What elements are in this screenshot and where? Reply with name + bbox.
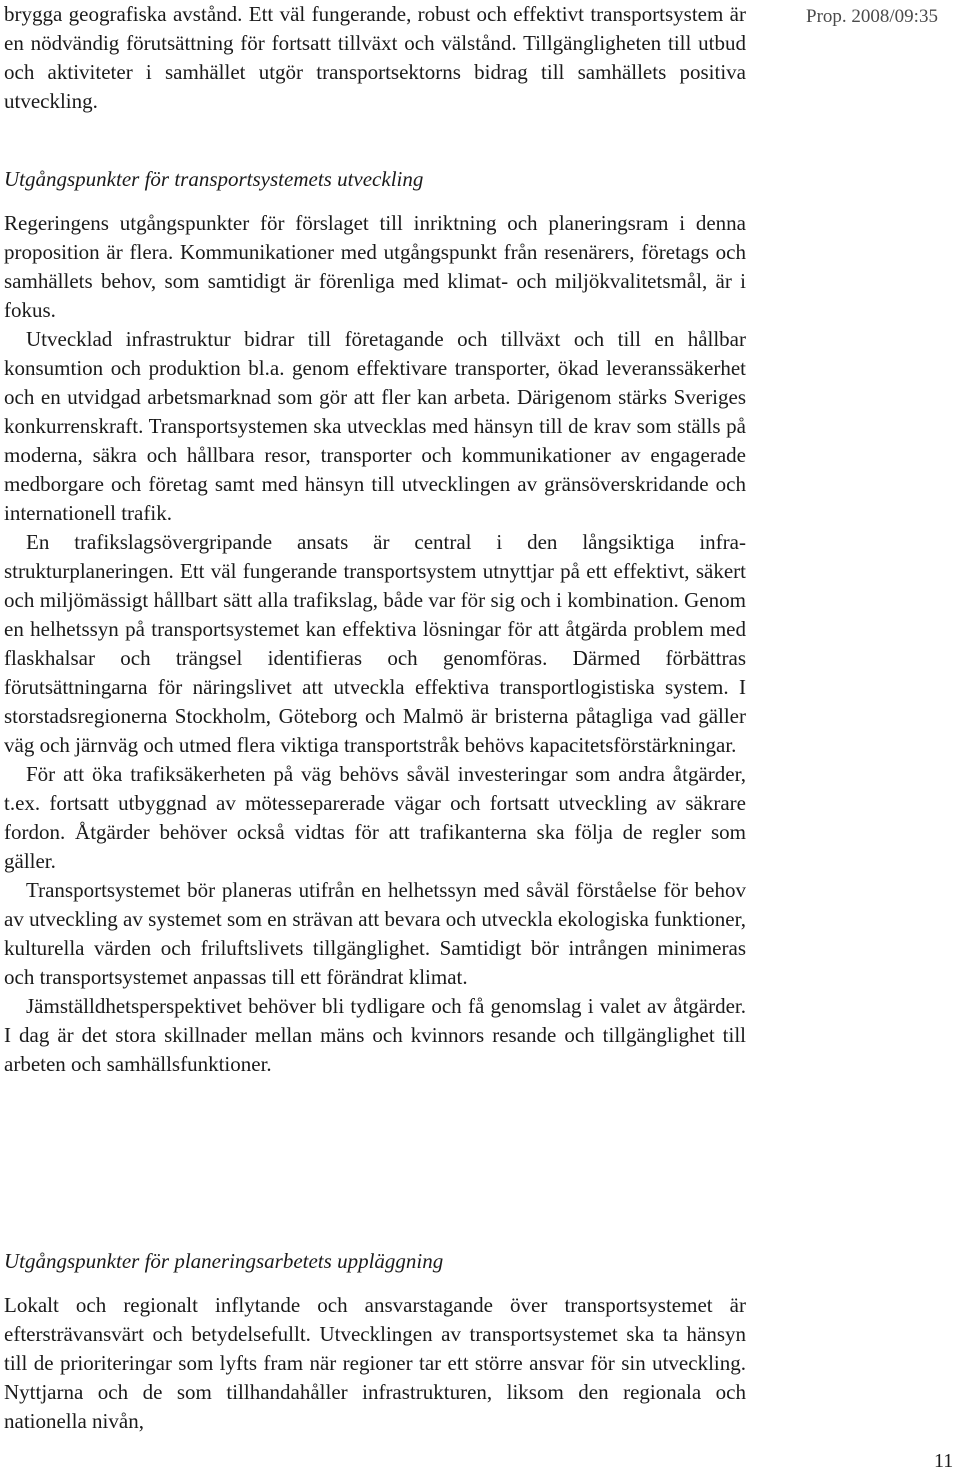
body-paragraph: Jämställdhetsperspektivet behöver bli tydligare och få genomslag i valet av åtgärder. I dag är det stora skillnader mellan mäns och kvinnors resande och tillgänglighet till arbeten och samhällsfunktioner. xyxy=(4,994,746,1076)
intro-paragraph: brygga geografiska avstånd. Ett väl fungerande, robust och effektivt transportsystem är en nödvändig förutsättning för fortsatt tillväxt och välstånd. Tillgängligheten till utbud och aktiviteter i samhället utgör transportsektorns bidrag till samhällets positiva utveckling. xyxy=(4,2,746,113)
body-paragraph: Lokalt och regionalt inflytande och ansvarstagande över transportsystemet är eftersträvansvärt och betydelsefullt. Utvecklingen av transportsystemet ska ta hänsyn till de prioriteringar som lyfts fram när regioner tar ett större ansvar för sin utveckling. Nyttjarna och de som tillhandahåller infrastrukturen, liksom den regionala och nationella nivån, xyxy=(4,1293,746,1433)
intro-block xyxy=(4,0,746,116)
body-paragraph: För att öka trafiksäkerheten på väg behövs såväl investeringar som andra åtgärder, t.ex. fortsatt utbyggnad av mötesseparerade vägar och fortsatt utveckling av säkrare fordon. Åtgärder behöver också vidtas för att trafikanterna ska följa de regler som gäller. xyxy=(4,762,746,873)
section-heading: Utgångspunkter för planeringsarbetets uppläggning xyxy=(4,1249,444,1273)
section-planning-work xyxy=(4,1247,746,1436)
proposition-reference: Prop. 2008/09:35 xyxy=(806,6,938,27)
body-paragraph: Transportsystemet bör planeras utifrån en helhetssyn med såväl förståelse för behov av utveckling av systemet som en strävan att bevara och utveckla ekologiska funktioner, kulturella värden och friluftslivets tillgänglighet. Samtidigt bör intrången minimeras och transportsystemet anpassas till ett förändrat klimat. xyxy=(4,878,746,989)
body-paragraph: Utvecklad infrastruktur bidrar till företagande och tillväxt och till en hållbar konsumtion och produktion bl.a. genom effektivare transporter, ökad leveranssäkerhet och en utvidgad arbetsmarknad som gör att fler kan arbeta. Därigenom stärks Sveriges konkurrenskraft. Transportsystemen ska utvecklas med hänsyn till de krav som ställs på moderna, säkra och hållbara resor, transporter och kommunikationer av engagerade medborgare och företag samt med hänsyn till utvecklingen av gränsöverskridande och internationell trafik. xyxy=(4,327,746,525)
body-paragraph: En trafikslagsövergripande ansats är central i den långsiktiga infrastrukturplaneringen. Ett väl fungerande transportsystem utnyttjar på ett effektivt, säkert och miljömässigt hållbart sätt alla trafikslag, både var för sig och i kombination. Genom en helhetssyn på transportsystemet kan effektiva lösningar för att åtgärda problem med flaskhalsar och trängsel identifieras och genomföras. Därmed förbättras förutsättningarna för näringslivet att utveckla effektiva transportlogistiska system. I storstadsregionerna Stockholm, Göteborg och Malmö är bristerna påtagliga vad gäller väg och järnväg och utmed flera viktiga transportstråk behövs kapacitetsförstärkningar. xyxy=(4,530,746,757)
section-heading: Utgångspunkter för transportsystemets utveckling xyxy=(4,167,424,191)
page-number: 11 xyxy=(934,1450,954,1472)
body-paragraph: Regeringens utgångspunkter för förslaget till inriktning och planeringsram i denna proposition är flera. Kommunikationer med utgångspunkt från resenärers, företags och samhällets behov, som samtidigt är förenliga med klimat- och miljökvalitetsmål, är i fokus. xyxy=(4,211,746,322)
section-transport-development xyxy=(4,165,746,1079)
